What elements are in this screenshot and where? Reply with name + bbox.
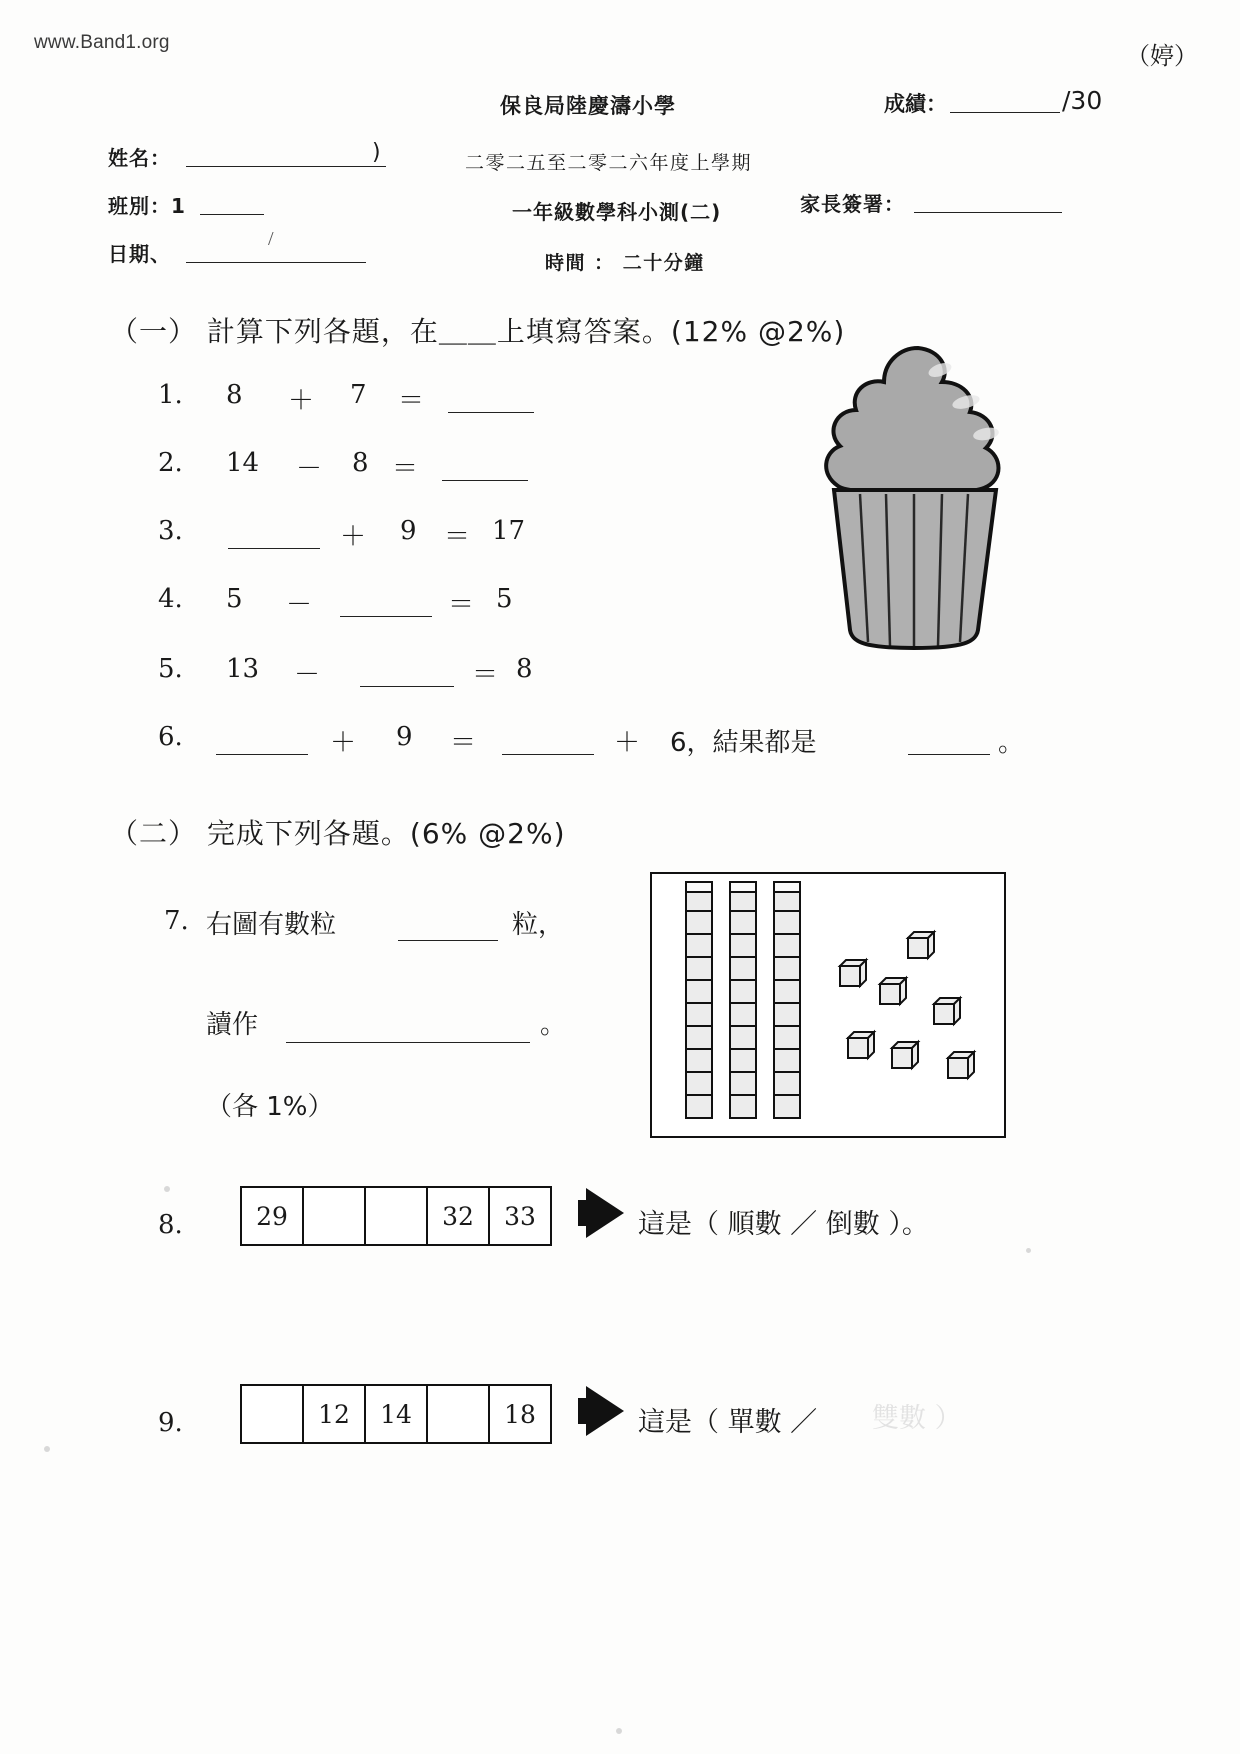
name-value: ) <box>372 140 381 165</box>
question-6-blank-3[interactable] <box>908 754 990 755</box>
site-watermark: www.Band1.org <box>34 32 170 53</box>
question-8-cell-1[interactable]: 29 <box>242 1188 304 1244</box>
question-3-operator: ＋ <box>340 522 367 552</box>
question-3-number: 3. <box>158 516 183 546</box>
date-blank[interactable] <box>186 262 366 263</box>
question-1-right: 7 <box>350 380 367 410</box>
question-1-operator: ＋ <box>288 386 315 416</box>
question-8-choice[interactable]: 這是（ 順數 ／ 倒數 ）。 <box>638 1209 929 1240</box>
parent-sign-label: 家長簽署： <box>800 192 905 216</box>
question-3-answer-blank[interactable] <box>228 548 320 549</box>
question-1-left: 8 <box>226 380 243 410</box>
question-7-number: 7. <box>164 906 189 936</box>
question-7-line2-b: 。 <box>540 1010 567 1040</box>
paper-title: 一年級數學科小測(二) <box>512 200 722 224</box>
date-slash: / <box>268 228 274 250</box>
question-6-blank-1[interactable] <box>216 754 308 755</box>
question-2-equals: ＝ <box>392 454 419 484</box>
question-9-cell-2[interactable]: 12 <box>304 1386 366 1442</box>
class-label: 班別：1 <box>108 194 186 218</box>
question-6-period: 。 <box>998 728 1025 758</box>
date-label: 日期、 <box>108 242 171 266</box>
question-1-number: 1. <box>158 380 183 410</box>
question-6-number: 6. <box>158 722 183 752</box>
scan-smudge-2 <box>1026 1248 1031 1253</box>
time-line: 時間 ： 二十分鐘 <box>545 252 705 274</box>
question-3-equals: ＝ <box>444 522 471 552</box>
scan-smudge-4 <box>616 1728 622 1734</box>
question-2-right: 8 <box>352 448 369 478</box>
question-7-line2-a: 讀作 <box>206 1010 259 1040</box>
cupcake-illustration <box>790 330 1040 660</box>
question-8-number-strip[interactable] <box>240 1186 552 1246</box>
question-7-count-blank[interactable] <box>398 940 498 941</box>
question-5-equals: ＝ <box>472 660 499 690</box>
question-9-number: 9. <box>158 1408 183 1438</box>
question-4-number: 4. <box>158 584 183 614</box>
scan-smudge-1 <box>164 1186 170 1192</box>
question-6-operator: ＋ <box>330 728 357 758</box>
question-9-cell-1[interactable] <box>242 1386 304 1442</box>
question-7-read-blank[interactable] <box>286 1042 530 1043</box>
question-3-result: 17 <box>492 516 526 546</box>
question-7-line1-a: 右圖有數粒 <box>206 910 337 940</box>
question-6-right: 9 <box>396 722 413 752</box>
question-8-cell-2[interactable] <box>304 1188 366 1244</box>
class-blank[interactable] <box>200 214 264 215</box>
question-8-number: 8. <box>158 1210 183 1240</box>
question-2-answer-blank[interactable] <box>442 480 528 481</box>
question-4-equals: ＝ <box>448 590 475 620</box>
section-one-heading: （一） 計算下列各題，在＿＿上填寫答案。(12% @2%) <box>110 315 846 348</box>
name-label: 姓名： <box>108 146 171 170</box>
question-7-marks-note: （各 1%） <box>206 1092 334 1122</box>
score-label: 成績： <box>884 92 947 116</box>
question-8-cell-3[interactable] <box>366 1188 428 1244</box>
question-7-line1-b: 粒， <box>512 910 565 940</box>
score-total: /30 <box>1062 86 1103 115</box>
question-6-mid-operator: ＋ <box>614 728 641 758</box>
question-6-tail-text: 6，結果都是 <box>670 728 817 758</box>
question-4-operator: － <box>286 590 313 620</box>
question-8-arrow-icon <box>586 1188 624 1238</box>
question-4-answer-blank[interactable] <box>340 616 432 617</box>
question-5-number: 5. <box>158 654 183 684</box>
school-name: 保良局陸慶濤小學 <box>500 94 676 118</box>
question-3-right: 9 <box>400 516 417 546</box>
question-2-left: 14 <box>226 448 260 478</box>
question-8-cell-5[interactable]: 33 <box>504 1201 536 1231</box>
question-9-cell-4[interactable] <box>428 1386 490 1442</box>
question-1-answer-blank[interactable] <box>448 412 534 413</box>
question-6-blank-2[interactable] <box>502 754 594 755</box>
question-1-equals: ＝ <box>398 386 425 416</box>
question-9-cell-3[interactable]: 14 <box>366 1386 428 1442</box>
question-9-number-strip[interactable] <box>240 1384 552 1444</box>
question-4-left: 5 <box>226 584 243 614</box>
question-5-answer-blank[interactable] <box>360 686 454 687</box>
score-blank[interactable] <box>950 112 1060 113</box>
question-5-result: 8 <box>516 654 533 684</box>
question-9-cell-5[interactable]: 18 <box>504 1399 536 1429</box>
question-9-choice[interactable]: 這是（ 單數 ／ <box>638 1407 818 1438</box>
question-2-operator: － <box>296 454 323 484</box>
name-blank[interactable] <box>186 166 386 167</box>
question-9-arrow-icon <box>586 1386 624 1436</box>
question-4-result: 5 <box>496 584 513 614</box>
question-9-choice-faded[interactable]: 雙數 ） <box>872 1403 962 1434</box>
question-5-left: 13 <box>226 654 260 684</box>
base-ten-blocks-figure <box>650 872 1006 1138</box>
section-two-heading: （二） 完成下列各題。(6% @2%) <box>110 817 566 850</box>
parent-sign-blank[interactable] <box>914 212 1062 213</box>
question-8-cell-4[interactable]: 32 <box>428 1188 490 1244</box>
question-6-equals: ＝ <box>450 728 477 758</box>
student-mark: （婷） <box>1126 42 1198 70</box>
question-5-operator: － <box>294 660 321 690</box>
term-line: 二零二五至二零二六年度上學期 <box>465 152 753 174</box>
scan-smudge-3 <box>44 1446 50 1452</box>
question-2-number: 2. <box>158 448 183 478</box>
